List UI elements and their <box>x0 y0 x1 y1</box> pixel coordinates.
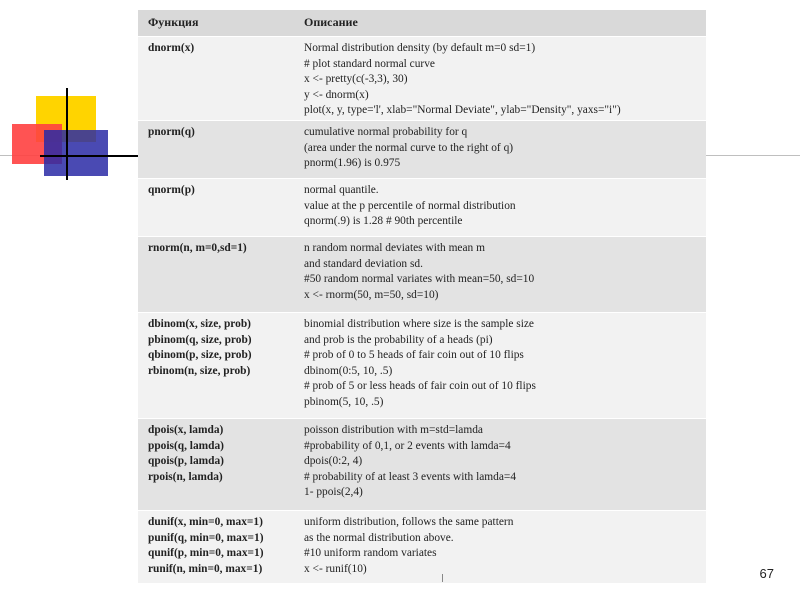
description-line: #probability of 0,1, or 2 events with lamda=4 <box>304 439 511 452</box>
description-cell <box>304 515 699 577</box>
table-row <box>138 312 706 419</box>
decor-blue-square <box>44 130 108 176</box>
description-line: # probability of at least 3 events with lamda=4 <box>304 470 517 483</box>
function-name: dbinom(x, size, prob) <box>148 318 251 330</box>
table-row <box>138 418 706 511</box>
function-name: qunif(p, min=0, max=1) <box>148 547 264 560</box>
description-line: and prob is the probability of a heads (pi) <box>304 333 493 346</box>
function-name: dunif(x, min=0, max=1) <box>148 516 263 528</box>
tick-mark <box>442 574 443 582</box>
description-line: x <- runif(10) <box>304 562 367 575</box>
description-line: x <- rnorm(50, m=50, sd=10) <box>304 288 439 301</box>
table-row <box>138 510 706 583</box>
table-row <box>138 120 706 179</box>
function-name: ppois(q, lamda) <box>148 439 224 452</box>
description-line: # plot standard normal curve <box>304 57 435 70</box>
table-row <box>138 236 706 313</box>
description-cell <box>304 241 699 303</box>
description-line: dbinom(0:5, 10, .5) <box>304 364 393 377</box>
description-line: x <- pretty(c(-3,3), 30) <box>304 73 408 86</box>
description-line: y <- dnorm(x) <box>304 88 369 101</box>
function-name: pnorm(q) <box>148 126 195 138</box>
decor-vertical-line <box>66 88 68 180</box>
description-line: poisson distribution with m=std=lamda <box>304 424 483 436</box>
function-name: qbinom(p, size, prob) <box>148 349 252 362</box>
function-cell <box>148 423 298 485</box>
description-line: Normal distribution density (by default m=0 sd=1) <box>304 42 536 54</box>
function-name: pbinom(q, size, prob) <box>148 333 252 346</box>
description-line: value at the p percentile of normal distribution <box>304 199 516 212</box>
description-line: # prob of 0 to 5 heads of fair coin out of 10 flips <box>304 349 524 362</box>
function-name: dpois(x, lamda) <box>148 424 224 436</box>
description-cell <box>304 41 699 119</box>
description-line: binomial distribution where size is the sample size <box>304 318 534 330</box>
function-name: rbinom(n, size, prob) <box>148 364 251 377</box>
function-name: rpois(n, lamda) <box>148 470 223 483</box>
description-line: uniform distribution, follows the same pattern <box>304 516 514 528</box>
description-line: cumulative normal probability for q <box>304 126 468 138</box>
function-name: qnorm(p) <box>148 184 195 196</box>
function-cell <box>148 41 298 57</box>
table-row <box>138 178 706 237</box>
description-line: dpois(0:2, 4) <box>304 455 363 468</box>
function-name: punif(q, min=0, max=1) <box>148 531 264 544</box>
function-name: qpois(p, lamda) <box>148 455 224 468</box>
function-cell <box>148 241 298 257</box>
description-line: (area under the normal curve to the right of q) <box>304 141 514 154</box>
description-line: pnorm(1.96) is 0.975 <box>304 157 401 170</box>
table-header <box>138 10 706 36</box>
description-line: 1- ppois(2,4) <box>304 486 363 499</box>
description-line: # prob of 5 or less heads of fair coin out of 10 flips <box>304 380 536 393</box>
description-line: #10 uniform random variates <box>304 547 437 560</box>
function-name: rnorm(n, m=0,sd=1) <box>148 242 247 254</box>
description-line: normal quantile. <box>304 184 379 196</box>
function-name: dnorm(x) <box>148 42 195 54</box>
description-line: n random normal deviates with mean m <box>304 242 485 254</box>
description-line: and standard deviation sd. <box>304 257 423 270</box>
description-cell <box>304 317 699 411</box>
function-cell <box>148 183 298 199</box>
function-cell <box>148 515 298 577</box>
header-description: Описание <box>304 15 358 29</box>
page-number: 67 <box>759 566 774 581</box>
function-cell <box>148 317 298 379</box>
description-cell <box>304 423 699 501</box>
description-line: #50 random normal variates with mean=50, sd=10 <box>304 273 535 286</box>
description-cell <box>304 125 699 172</box>
function-name: runif(n, min=0, max=1) <box>148 562 263 575</box>
header-function: Функция <box>148 15 199 29</box>
description-line: as the normal distribution above. <box>304 531 454 544</box>
description-line: pbinom(5, 10, .5) <box>304 395 384 408</box>
description-line: plot(x, y, type='l', xlab="Normal Deviate", ylab="Density", yaxs="i") <box>304 104 621 117</box>
table-row <box>138 36 706 121</box>
description-line: qnorm(.9) is 1.28 # 90th percentile <box>304 215 463 228</box>
description-cell <box>304 183 699 230</box>
function-cell <box>148 125 298 141</box>
distribution-functions-table <box>138 10 706 582</box>
